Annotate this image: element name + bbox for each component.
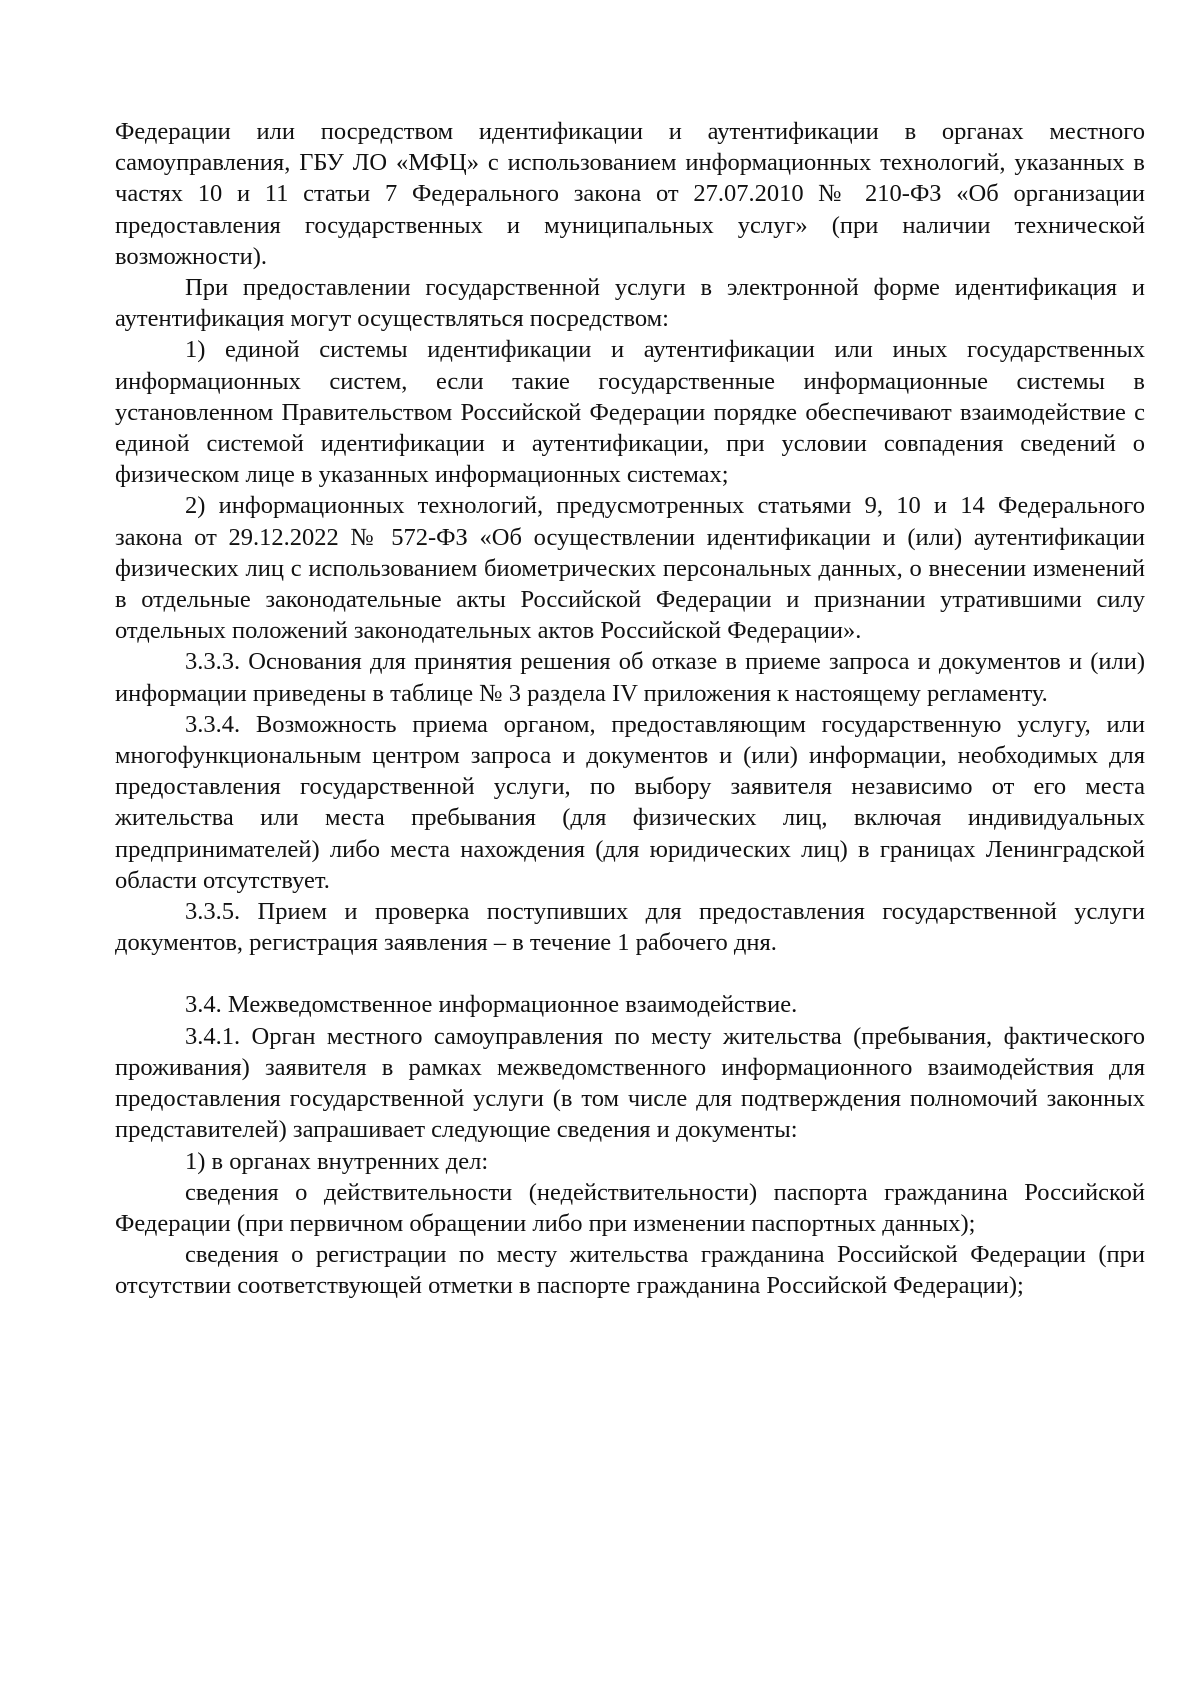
section-spacer (115, 958, 1145, 989)
paragraph-3-3-3: 3.3.3. Основания для принятия решения об отказе в приеме запроса и документов и (или) информации приведены в таблице № 3 раздела IV приложения к настоящему регламенту. (115, 648, 1145, 707)
document-page (115, 116, 1145, 1302)
paragraph-registration-info: сведения о регистрации по месту жительства гражданина Российской Федерации (при отсутствии соответствующей отметки в паспорте гражданина Российской Федерации); (115, 1241, 1145, 1300)
section-heading-3-4: 3.4. Межведомственное информационное взаимодействие. (185, 991, 798, 1019)
paragraph-internal-affairs: 1) в органах внутренних дел: (185, 1147, 489, 1175)
paragraph-item-1-unified-system: 1) единой системы идентификации и аутентификации или иных государственных информационных систем, если такие государственные информационные системы в установленном Правительством Российской Федерации порядке обеспечивают взаимодействие с единой системой идентификации и аутентификации, при условии совпадения сведений о физическом лице в указанных информационных системах; (115, 336, 1145, 489)
paragraph-3-3-4: 3.3.4. Возможность приема органом, предоставляющим государственную услугу, или многофункциональным центром запроса и документов и (или) информации, необходимых для предоставления государственной услуги, по выбору заявителя независимо от его места жительства или места пребывания (для физических лиц, включая индивидуальных предпринимателей) либо места нахождения (для юридических лиц) в границах Ленинградской области отсутствует. (115, 710, 1145, 894)
paragraph-passport-validity: сведения о действительности (недействительности) паспорта гражданина Российской Федерации (при первичном обращении либо при изменении паспортных данных); (115, 1178, 1145, 1237)
paragraph-electronic-form-identification: При предоставлении государственной услуги в электронной форме идентификация и аутентификация могут осуществляться посредством: (115, 274, 1145, 333)
paragraph-3-4-1: 3.4.1. Орган местного самоуправления по месту жительства (пребывания, фактического проживания) заявителя в рамках межведомственного информационного взаимодействия для предоставления государственной услуги (в том числе для подтверждения полномочий законных представителей) запрашивает следующие сведения и документы: (115, 1022, 1145, 1144)
paragraph-item-2-information-technologies: 2) информационных технологий, предусмотренных статьями 9, 10 и 14 Федерального закона от 29.12.2022 № 572-ФЗ «Об осуществлении идентификации и (или) аутентификации физических лиц с использованием биометрических персональных данных, о внесении изменений в отдельные законодательные акты Российской Федерации и признании утратившими силу отдельных положений законодательных актов Российской Федерации». (115, 492, 1145, 645)
paragraph-3-3-5: 3.3.5. Прием и проверка поступивших для предоставления государственной услуги документов, регистрация заявления – в течение 1 рабочего дня. (115, 898, 1145, 957)
paragraph-identification-continuation: Федерации или посредством идентификации и аутентификации в органах местного самоуправления, ГБУ ЛО «МФЦ» с использованием информационных технологий, указанных в частях 10 и 11 статьи 7 Федерального закона от 27.07.2010 № 210-ФЗ «Об организации предоставления государственных и муниципальных услуг» (при наличии технической возможности). (115, 118, 1145, 270)
